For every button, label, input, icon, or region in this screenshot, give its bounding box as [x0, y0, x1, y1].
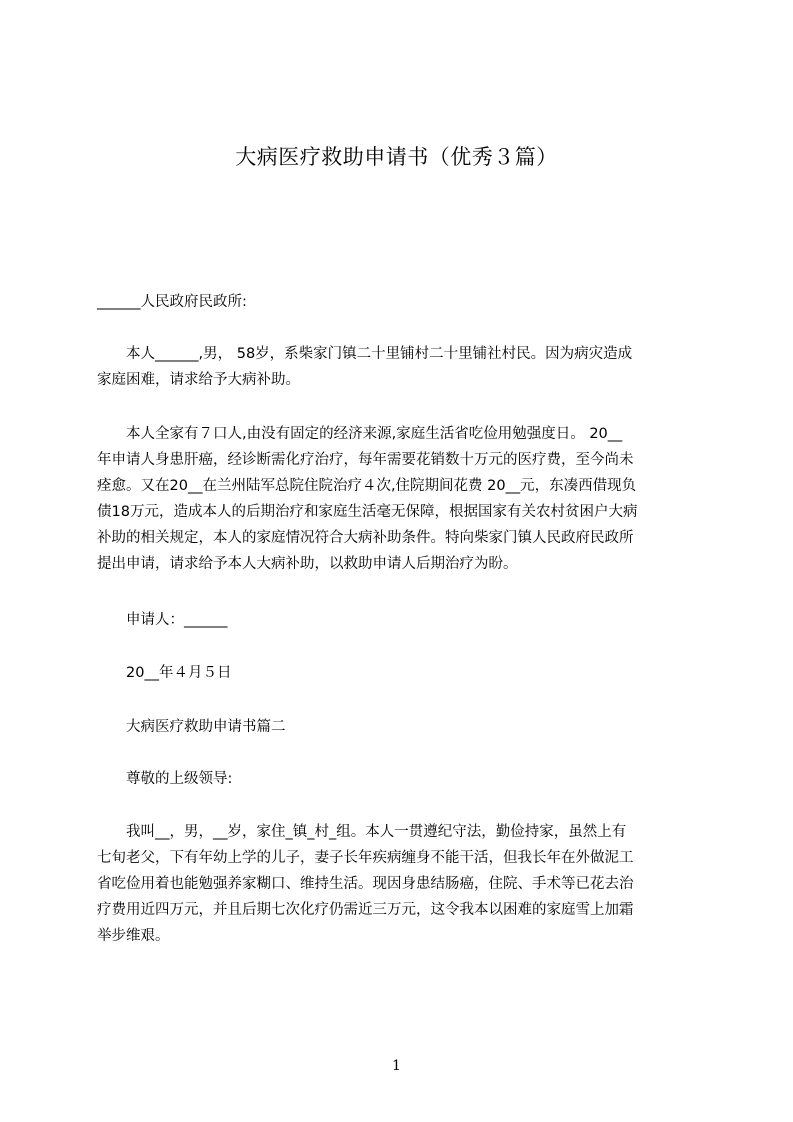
paragraph-line: 本人______,男， 58岁，系柴家门镇二十里铺村二十里铺社村民。因为病灾造成 — [97, 346, 633, 362]
paragraph-line: 提出申请，请求给予本人大病补助，以救助申请人后期治疗为盼。 — [97, 556, 518, 572]
paragraph-line: 家庭困难，请求给予大病补助。 — [97, 372, 300, 388]
paragraph-line: 年申请人身患肝癌，经诊断需化疗治疗，每年需要花销数十万元的医疗费，至今尚未 — [97, 452, 634, 468]
paragraph-2 — [97, 421, 700, 577]
paragraph-1 — [97, 341, 700, 393]
section-2-salutation: 尊敬的上级领导: — [97, 771, 233, 787]
document-title: 大病医疗救助申请书（优秀３篇） — [235, 145, 558, 169]
paragraph-line: 痊愈。又在20__在兰州陆军总院住院治疗４次,住院期间花费 20__元，东凑西借现负 — [97, 478, 637, 494]
date-line: 20__年４月５日 — [97, 665, 232, 681]
paragraph-line: 补助的相关规定，本人的家庭情况符合大病补助条件。特向柴家门镇人民政府民政所 — [97, 530, 634, 546]
applicant-line: 申请人：______ — [97, 612, 228, 628]
paragraph-3 — [97, 819, 700, 949]
section-2-title: 大病医疗救助申请书篇二 — [97, 719, 286, 735]
paragraph-line: 七旬老父，下有年幼上学的儿子，妻子长年疾病缠身不能干活，但我长年在外做泥工 — [97, 850, 634, 866]
paragraph-line: 本人全家有７口人,由没有固定的经济来源,家庭生活省吃俭用勉强度日。 20__ — [97, 426, 623, 442]
salutation: ______人民政府民政所: — [97, 294, 247, 310]
paragraph-line: 债18万元，造成本人的后期治疗和家庭生活毫无保障，根据国家有关农村贫困户大病 — [97, 504, 638, 520]
page-number: 1 — [392, 1058, 401, 1074]
paragraph-line: 举步维艰。 — [97, 928, 170, 944]
paragraph-line: 省吃俭用着也能勉强养家糊口、维持生活。现因身患结肠癌，住院、手术等已花去治 — [97, 876, 634, 892]
paragraph-line: 我叫__，男，__岁，家住_镇_村_组。本人一贯遵纪守法，勤俭持家，虽然上有 — [97, 824, 627, 840]
paragraph-line: 疗费用近四万元，并且后期七次化疗仍需近三万元，这令我本以困难的家庭雪上加霜 — [97, 902, 634, 918]
